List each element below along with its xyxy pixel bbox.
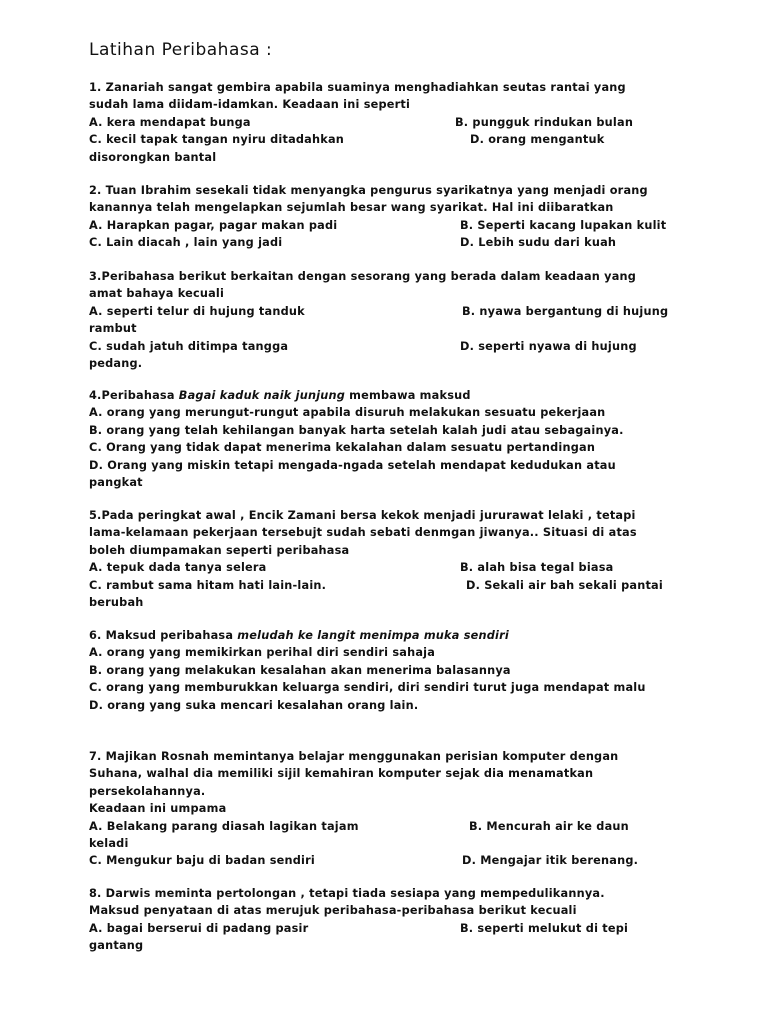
question-8-stem-line-1: 8. Darwis meminta pertolongan , tetapi tiada sesiapa yang mempedulikannya. — [89, 887, 605, 900]
question-7-option-a: A. Belakang parang diasah lagikan tajam — [89, 819, 359, 833]
question-4-stem-suffix: membawa maksud — [345, 389, 471, 402]
question-4-option-d-cont: pangkat — [89, 475, 143, 489]
worksheet-title: Latihan Peribahasa : — [89, 40, 273, 60]
question-7-option-c: C. Mengukur baju di badan sendiri — [89, 854, 315, 868]
question-5 — [89, 507, 689, 611]
question-5-stem-line-3: boleh diumpamakan seperti peribahasa — [89, 543, 350, 557]
question-7-option-d: D. Mengajar itik berenang. — [462, 854, 639, 868]
question-5-option-a: A. tepuk dada tanya selera — [89, 561, 267, 575]
question-7-stem-line-4: Keadaan ini umpama — [89, 802, 227, 816]
question-4-option-b: B. orang yang telah kehilangan banyak harta setelah kalah judi atau sebagainya. — [89, 423, 624, 437]
question-3-option-c: C. sudah jatuh ditimpa tangga — [89, 339, 289, 353]
question-4-option-d: D. Orang yang miskin tetapi mengada-ngada setelah mendapat kedudukan atau — [89, 458, 616, 472]
question-6-option-c: C. orang yang memburukkan keluarga sendiri, diri sendiri turut juga mendapat malu — [89, 681, 646, 695]
question-6 — [89, 627, 689, 714]
question-3-option-a-cont: rambut — [89, 322, 137, 336]
question-4-proverb: Bagai kaduk naik junjung — [178, 389, 346, 402]
question-5-option-c-cont: berubah — [89, 595, 144, 609]
question-2-stem-line-1: 2. Tuan Ibrahim sesekali tidak menyangka pengurus syarikatnya yang menjadi orang — [89, 184, 648, 197]
question-3-option-b: B. nyawa bergantung di hujung — [462, 304, 669, 318]
question-5-option-b: B. alah bisa tegal biasa — [460, 561, 614, 575]
question-6-option-a: A. orang yang memikirkan perihal diri sendiri sahaja — [89, 646, 436, 660]
question-7-stem-line-2: Suhana, walhal dia memiliki sijil kemahiran komputer sejak dia menamatkan — [89, 767, 594, 781]
question-3-option-a: A. seperti telur di hujung tanduk — [89, 304, 305, 318]
question-6-option-d: D. orang yang suka mencari kesalahan orang lain. — [89, 698, 419, 712]
question-6-option-b: B. orang yang melakukan kesalahan akan menerima balasannya — [89, 663, 511, 677]
question-2-option-d: D. Lebih sudu dari kuah — [460, 236, 617, 250]
question-3-option-c-cont: pedang. — [89, 356, 143, 370]
question-7 — [89, 748, 689, 870]
question-6-stem-prefix: 6. Maksud peribahasa — [89, 629, 238, 642]
question-1-stem-line-1: 1. Zanariah sangat gembira apabila suaminya menghadiahkan seutas rantai yang — [89, 81, 626, 94]
question-8-stem-line-2: Maksud penyataan di atas merujuk peribahasa-peribahasa berikut kecuali — [89, 904, 577, 918]
question-2-option-b: B. Seperti kacang lupakan kulit — [460, 218, 667, 232]
question-7-stem-line-3: persekolahannya. — [89, 784, 206, 798]
question-8-option-a-cont: gantang — [89, 939, 144, 953]
question-2-option-a: A. Harapkan pagar, pagar makan padi — [89, 218, 338, 232]
question-5-option-c: C. rambut sama hitam hati lain-lain. — [89, 578, 327, 592]
question-4-option-a: A. orang yang merungut-rungut apabila disuruh melakukan sesuatu pekerjaan — [89, 406, 606, 420]
question-5-stem-line-1: 5.Pada peringkat awal , Encik Zamani bersa kekok menjadi jururawat lelaki , tetapi — [89, 509, 636, 522]
question-4 — [89, 387, 689, 491]
question-8 — [89, 885, 689, 955]
question-5-option-d: D. Sekali air bah sekali pantai — [466, 578, 663, 592]
question-2-stem-line-2: kanannya telah mengelapkan sejumlah besar wang syarikat. Hal ini diibaratkan — [89, 201, 614, 215]
question-8-option-a: A. bagai berserui di padang pasir — [89, 921, 309, 935]
question-3-stem-line-1: 3.Peribahasa berikut berkaitan dengan sesorang yang berada dalam keadaan yang — [89, 270, 637, 283]
question-1-option-c: C. kecil tapak tangan nyiru ditadahkan — [89, 133, 345, 147]
question-5-stem-line-2: lama-kelamaan pekerjaan tersebujt sudah sebati denmgan jiwanya.. Situasi di atas — [89, 526, 637, 540]
question-3-stem-line-2: amat bahaya kecuali — [89, 287, 225, 301]
question-3-option-d: D. seperti nyawa di hujung — [460, 339, 637, 353]
question-6-proverb: meludah ke langit menimpa muka sendiri — [237, 629, 509, 642]
question-4-stem-prefix: 4.Peribahasa — [89, 389, 179, 402]
question-1-stem-line-2: sudah lama diidam-idamkan. Keadaan ini seperti — [89, 98, 411, 112]
question-3 — [89, 268, 689, 372]
question-7-option-a-cont: keladi — [89, 836, 129, 850]
question-2-option-c: C. Lain diacah , lain yang jadi — [89, 236, 283, 250]
question-2 — [89, 182, 689, 252]
question-1 — [89, 79, 689, 166]
question-7-option-b: B. Mencurah air ke daun — [469, 819, 629, 833]
question-4-option-c: C. Orang yang tidak dapat menerima kekalahan dalam sesuatu pertandingan — [89, 441, 596, 455]
question-7-stem-line-1: 7. Majikan Rosnah memintanya belajar menggunakan perisian komputer dengan — [89, 750, 619, 763]
question-8-option-b: B. seperti melukut di tepi — [460, 921, 629, 935]
question-1-option-c-cont: disorongkan bantal — [89, 150, 217, 164]
question-1-option-a: A. kera mendapat bunga — [89, 115, 251, 129]
question-1-option-d: D. orang mengantuk — [470, 133, 605, 147]
question-1-option-b: B. pungguk rindukan bulan — [455, 115, 634, 129]
